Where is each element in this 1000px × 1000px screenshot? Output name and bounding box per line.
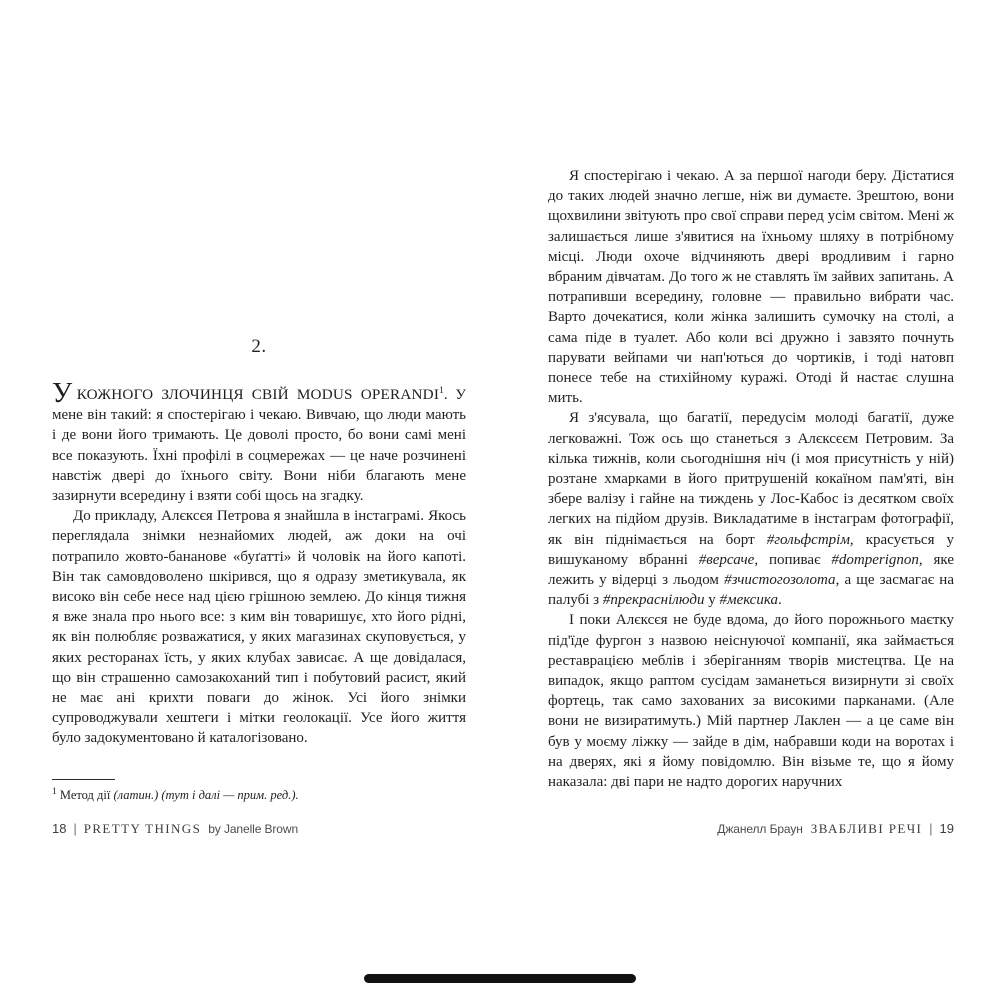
page-footer-right bbox=[548, 821, 954, 837]
footnote-ref: 1 bbox=[439, 386, 444, 396]
paragraph: І поки Алєксєя не буде вдома, до його порожнього маєтку під'їде фургон з назвою неіснуючої компанії, яка займається реставрацією меблів і зберіганням творів мистецтва. Це на випадок, якщо раптом сусідам заманеться визирнути зі своїх фортець, так само захованих за високими парканами. (Але вони не визиратимуть.) Мій партнер Лаклен — а це саме він був у моєму ліжку — зайде в дім, набравши коди на воротах і на дверях, які я йому повідомлю. Він візьме те, що я йому наказала: дві пари не надто дорогих наручних bbox=[548, 612, 954, 791]
chapter-heading: 2. bbox=[251, 336, 267, 357]
footnote-block bbox=[52, 779, 466, 803]
footnote-text: Метод дії bbox=[56, 788, 114, 802]
footer-separator-right: | bbox=[929, 822, 933, 836]
footer-separator-left: | bbox=[73, 822, 77, 836]
page-footer-left bbox=[52, 821, 298, 837]
footnote-marker: 1 bbox=[52, 786, 57, 797]
book-title-en: PRETTY THINGS bbox=[83, 821, 202, 836]
opening-caps: КОЖНОГО ЗЛОЧИНЦЯ СВІЙ MODUS OPERANDI bbox=[76, 386, 440, 403]
book-byline: by Janelle Brown bbox=[208, 822, 299, 836]
paragraph: Я спостерігаю і чекаю. А за першої нагоди беру. Дістатися до таких людей значно легше, ніж ви думаєте. Зрештою, вони щохвилини звітують про свої справи перед усім світом. Мені ж залишається лише з'явитися на їхньому шляху в потрібному місці. Люди охоче відчиняють двері вродливим і гарно вбраним дівчатам. До того ж не ставлять їм зайвих запитань. А потрапивши всередину, головне — правильно вибрати час. Варто дочекатися, коли жінка залишить сумочку на столі, а сама піде в туалет. Або коли всі дружно і завзято почнуть парувати вейпами чи нап'ються до чортиків, і тоді натовп понесе тебе на стихійному куражі. Отоді й настає слушна мить. bbox=[548, 168, 954, 407]
home-indicator[interactable] bbox=[364, 974, 636, 983]
page-number-right: 19 bbox=[939, 821, 954, 836]
footnote bbox=[52, 787, 466, 803]
footnote-rule bbox=[52, 779, 115, 780]
page-number-left: 18 bbox=[52, 821, 67, 836]
paragraph: До прикладу, Алєксєя Петрова я знайшла в інстаграмі. Якось переглядала знімки незнайомих людей, аж доки на очі потрапило жовто-бананове «буґатті» й чоловік на його капоті. Він так самовдоволено шкірився, що я одразу зметикувала, як високо він себе несе над цією грішною землею. До кінця тижня я вже знала про нього все: з ким він товаришує, хто його рідні, як він полюбляє розважатися, у яких магазинах скуповується, у яких ресторанах їсть, у яких клубах зависає. А ще довідалася, що він страшенно самозакоханий тип і побутовий расист, який не має ані крихти поваги до жінок. Усі його знімки супроводжували хештеги і мітки геолокації. Усе його життя було задокументовано й каталогізовано. bbox=[52, 508, 466, 747]
paragraph: Я з'ясувала, що багатії, передусім молоді багатії, дуже легковажні. Тож ось що станеться з Алєксєєм Петровим. За кілька тижнів, коли сьогоднішня ніч (і моя присутність у ній) розтане хмарками в його притрушеній кокаїном пам'яті, він збере валізу і гайне на тиждень у Лос-Кабос із десятком своїх легких на підйом друзів. Викладатиме в інстаграм фотографії, як він піднімається на борт #гольфстрім, красується у вишуканому вбранні #версаче, попиває #domperignon, яке лежить у відерці з льодом #зчистогозолота, а ще засмагає на палубі з #прекраснілюди у #мексика. bbox=[548, 410, 954, 609]
page-right bbox=[548, 166, 954, 792]
page-left bbox=[52, 336, 466, 749]
opening-paragraph bbox=[52, 377, 466, 506]
opening-rest: . У мене він такий: я спостерігаю і чекаю. Вивчаю, що люди мають і де вони його тримають. Це доволі просто, бо вони самі мені все показують. Їхні профілі в соцмережах — це наче розчинені навстіж двері до їхнього світу. Вони ніби благають мене зазирнути всередину і взяти собі щось на згадку. bbox=[52, 387, 466, 505]
right-page-paragraphs bbox=[548, 166, 954, 792]
author-name: Джанелл Браун bbox=[717, 822, 803, 836]
book-title-uk: ЗВАБЛИВІ РЕЧІ bbox=[810, 821, 923, 836]
drop-cap: У bbox=[52, 377, 73, 409]
footnote-italic-text: (латин.) (тут і далі — прим. ред.). bbox=[113, 788, 299, 802]
